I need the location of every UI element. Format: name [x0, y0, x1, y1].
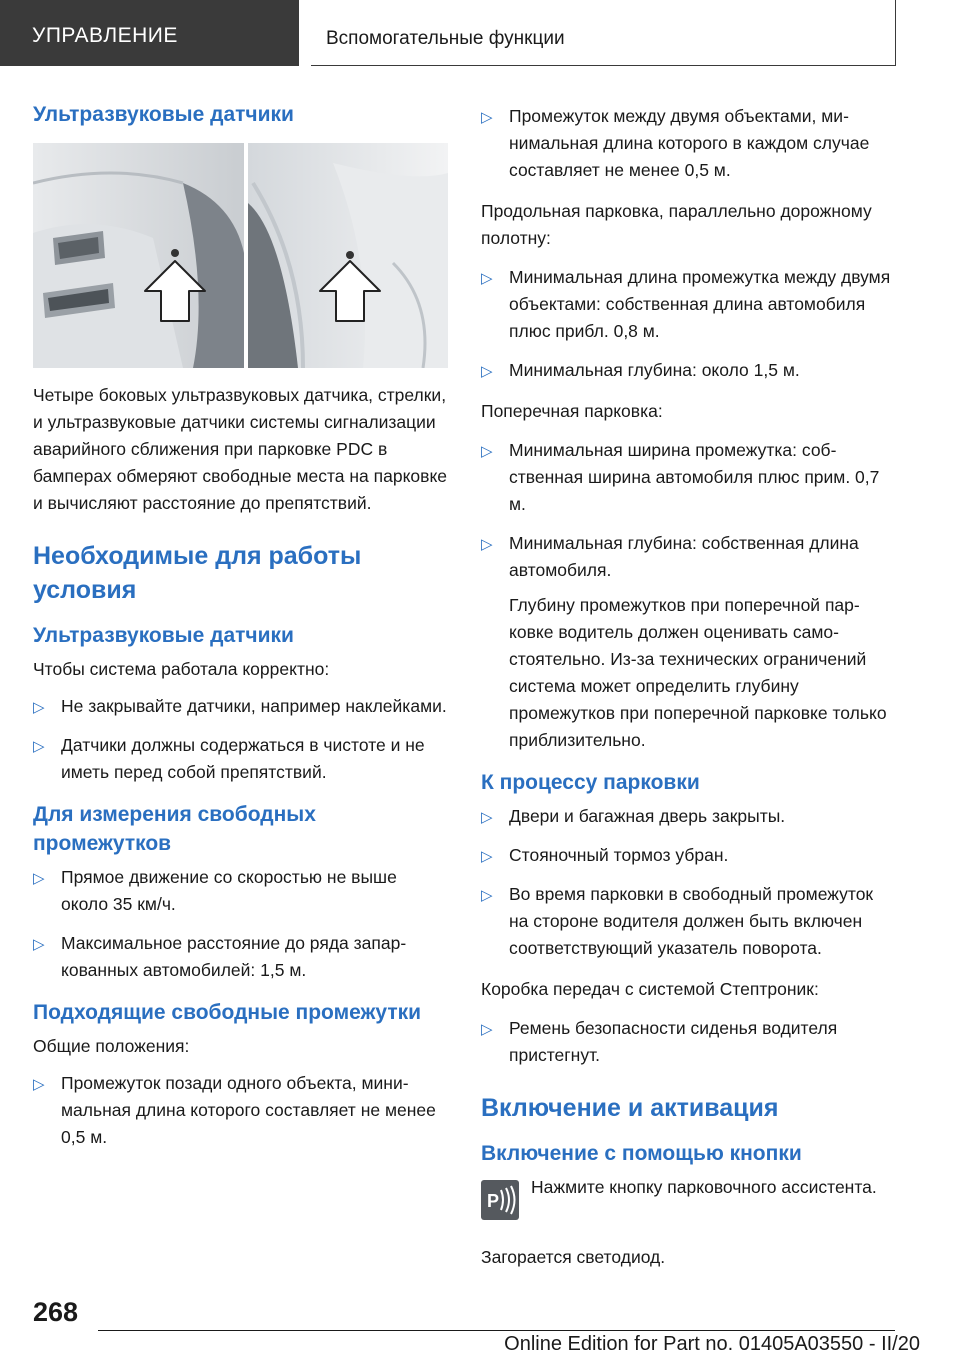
- gearbox-list: [481, 1015, 896, 1069]
- page-number: 268: [33, 1297, 79, 1327]
- svg-text:P: P: [487, 1191, 500, 1211]
- transverse-list: [481, 437, 896, 754]
- triangle-right-outline-icon: ▷: [33, 870, 45, 887]
- triangle-right-outline-icon: ▷: [481, 536, 493, 553]
- triangle-right-outline-icon: ▷: [481, 848, 493, 865]
- bumper-sensors-figure: [33, 143, 448, 368]
- heading-suitable-gaps: Подходящие свободные промежутки: [33, 1001, 422, 1024]
- top-list: [481, 103, 896, 184]
- general-label: Общие положения:: [33, 1036, 190, 1056]
- list-item: ▷ Минимальная глубина: около 1,5 м.: [481, 357, 896, 384]
- triangle-right-outline-icon: ▷: [33, 738, 45, 755]
- list-item: ▷ Минимальная ширина промежутка: собственная ширина автомобиля плюс прим. 0,7 м.: [481, 440, 880, 514]
- list-item: ▷ Максимальное расстояние до ряда запаркованных автомобилей: 1,5 м.: [33, 933, 407, 980]
- section-title: Вспомогательные функции: [326, 28, 565, 49]
- list-item: ▷ Двери и багажная дверь закрыты.: [481, 803, 896, 830]
- heading-parking-process: К процессу парковки: [481, 771, 700, 794]
- triangle-right-outline-icon: ▷: [481, 109, 493, 126]
- gearbox-label: Коробка передач с системой Стептроник:: [481, 979, 819, 999]
- chapter-tab: [0, 0, 299, 66]
- heading-conditions: Необходимые для работы условия: [33, 542, 362, 604]
- transverse-label: Поперечная парковка:: [481, 401, 663, 421]
- heading-ultrasonic-sensors: Ультразвуковые датчики: [33, 103, 294, 126]
- measure-list: [33, 864, 448, 984]
- triangle-right-outline-icon: ▷: [481, 809, 493, 826]
- triangle-right-outline-icon: ▷: [481, 270, 493, 287]
- general-list: [33, 1070, 448, 1151]
- triangle-right-outline-icon: ▷: [33, 936, 45, 953]
- heading-measure-gaps: Для измерения свободных промежутков: [33, 803, 316, 855]
- list-item: ▷ Стояночный тормоз убран.: [481, 842, 896, 869]
- edition-text: Online Edition for Part no. 01405A03550 - II/20: [504, 1333, 920, 1355]
- triangle-right-outline-icon: ▷: [33, 1076, 45, 1093]
- left-column: [33, 100, 448, 1165]
- triangle-right-outline-icon: ▷: [481, 363, 493, 380]
- list-item: ▷ Минимальная длина промежутка между двумя объектами: собственная длина автомобиля плюс прибл. 0,8 м.: [481, 267, 891, 341]
- triangle-right-outline-icon: ▷: [33, 699, 45, 716]
- triangle-right-outline-icon: ▷: [481, 1021, 493, 1038]
- heading-enable: Включение и активация: [481, 1094, 779, 1122]
- section-tab: [311, 0, 896, 66]
- figure-caption: Четыре боковых ультразвуковых датчика, стрелки, и ультразвуковые датчики системы сигнализации аварийного сближения при парковке PDC в бамперах обмеряют свободные места на парковке и вычисляют расстояние до препятствий.: [33, 385, 448, 513]
- heading-ultrasonic-sensors-2: Ультразвуковые датчики: [33, 624, 294, 647]
- process-list: [481, 803, 896, 962]
- sensors-list: [33, 693, 448, 786]
- list-item: ▷ Не закрывайте датчики, например наклейками.: [33, 693, 448, 720]
- led-text: Загорается светодиод.: [481, 1247, 666, 1267]
- longitudinal-list: [481, 264, 896, 384]
- triangle-right-outline-icon: ▷: [481, 887, 493, 904]
- page-header: [0, 0, 960, 66]
- list-item: ▷ Минимальная глубина: собственная длина автомобиля. Глубину промежутков при поперечной парковке водитель должен оценивать самостоятельно. Из-за технических ограничений система может определить глубину промежутков при поперечной парковке только приблизительно.: [481, 530, 896, 754]
- transverse-note: Глубину промежутков при поперечной парковке водитель должен оценивать самостоятельно. Из-за технических ограничений система может определить глубину промежутков при поперечной парковке только приблизительно.: [509, 595, 887, 750]
- sensors-intro: Чтобы система работала корректно:: [33, 659, 330, 679]
- list-item: ▷ Промежуток между двумя объектами, минимальная длина которого в каждом случае составляет не менее 0,5 м.: [481, 106, 870, 180]
- list-item: ▷ Промежуток позади одного объекта, минимальная длина которого составляет не менее 0,5 м.: [33, 1073, 436, 1147]
- right-column: [481, 103, 896, 1283]
- list-item: ▷ Ремень безопасности сиденья водителя пристегнут.: [481, 1018, 838, 1065]
- list-item: ▷ Датчики должны содержаться в чистоте и не иметь перед собой препятствий.: [33, 735, 425, 782]
- list-item: ▷ Во время парковки в свободный промежуток на стороне водителя должен быть включен соответствующий указатель поворота.: [481, 884, 874, 958]
- button-instruction: [481, 1174, 896, 1234]
- heading-enable-button: Включение с помощью кнопки: [481, 1142, 802, 1165]
- triangle-right-outline-icon: ▷: [481, 443, 493, 460]
- footer-divider: [98, 1330, 895, 1331]
- parking-assistant-button-icon: [481, 1180, 519, 1220]
- list-item: ▷ Прямое движение со скоростью не выше около 35 км/ч.: [33, 867, 397, 914]
- chapter-title: УПРАВЛЕНИЕ: [32, 24, 178, 47]
- button-text: Нажмите кнопку парковочного ассистента.: [531, 1177, 877, 1197]
- longitudinal-label: Продольная парковка, параллельно дорожному полотну:: [481, 201, 872, 248]
